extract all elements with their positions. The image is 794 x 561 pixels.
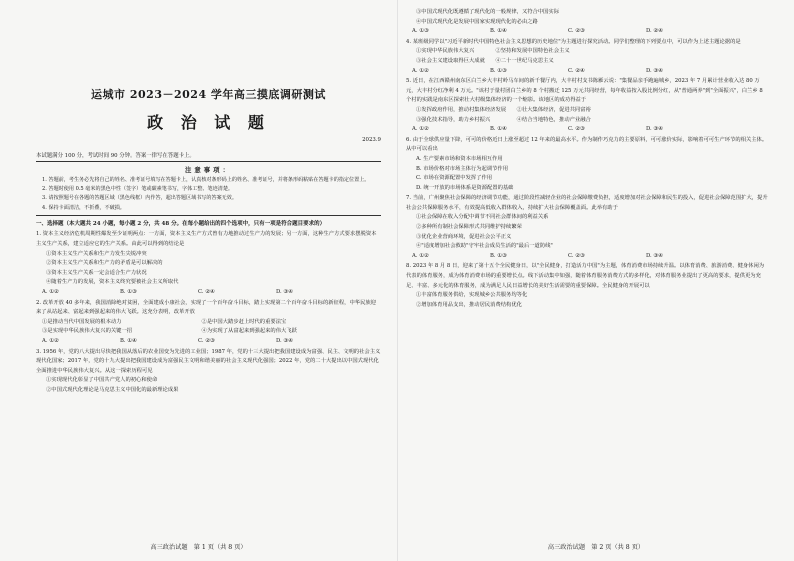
exam-info: 本试题满分 100 分，考试时间 90 分钟。答案一律写在答题卡上。 [36,153,195,159]
question-option: C. 市场在资源配置中发挥了作用 [416,175,493,182]
question-option: ①实现现代化彰显了中国共产党人的初心和使命 [46,377,158,384]
question-option: A. 生产要素市场和资本市场相互作用 [416,155,503,162]
divider [36,215,381,216]
question-option: ①资本主义生产关系和生产力发生尖锐冲突 [46,250,147,257]
question-option: ①实现中华民族伟大复兴 ②坚持和发展中国特色社会主义 [416,48,570,55]
choice-a: A. ①② [412,126,429,133]
page-footer: 高三政治试题 第 1 页（共 8 页） [150,544,247,551]
subject-title: 政 治 试 题 [147,113,270,132]
question-5-stem: 5. 近日，在江西赣州南东区白兰乡大丰村岭马车间的新千餐厅内，大丰村村支书陈雁云说："集餐品亲手跑遍城乡，2023 年 7 月累计营业收入达 80 万元，大丰村分红净利 4 万元。"该村于量村团白兰乡的 8 个村搬迁 125 万元共同经营，每年收益按入股比例分红，从"普通两养"到"全面振兴"，白兰乡 8 个村的实践是南东区探索壮大村级集体经济的一个缩影。该地区的成功得益于 [406,78,763,104]
answer-choices [406,67,768,77]
answer-choices [36,288,381,298]
question-7-stem: 7. 当前，广州聚焦社会保障的经济调节功能，通过阶段性减轻企业的社会保障缴费负担，适度增加对社会保障和民生的投入，促进社会保障范围扩大，提升社会公共保障服务水平，有效提高低收入群体收入，持续扩大社会保障覆盖面。此举有助于 [406,195,768,211]
choice-b: B. ①③ [490,252,507,259]
choice-a: A. ①② [412,252,429,259]
question-option: ③社会主义建设取得巨大成就 ④二十一世纪马克思主义 [416,57,554,64]
choice-d: D. ②④ [646,28,663,35]
answer-choices [406,125,768,135]
question-4-stem: 4. 某班级同学以"习近平新时代中国特色社会主义思想的历史地位"为主题进行探究活动。同学们整理的下列要点中，可以作为上述主题论据的是 [406,38,741,45]
choice-b: B. ①③ [120,288,137,295]
choice-d: D. ③④ [646,67,663,74]
choice-c: C. ②③ [568,28,585,35]
choice-b: B. ①④ [120,337,137,344]
question-option: ④中国式现代化是发展中国家实现现代化的必由之路 [416,18,538,25]
section-heading: 一、选择题（本大题共 24 小题，每小题 2 分，共 48 分。在每小题给出的四个选项中，只有一项是符合题目要求的） [36,220,326,227]
notes-title: 注意事项： [185,166,232,174]
question-option: ②多种所有制社会保障形式共同维护持续繁荣 [416,224,522,231]
question-option: ③优化企业营商环境，促进社会公平正义 [416,233,512,240]
question-option: ②资本主义生产关系和生产力的矛盾是可以解决的 [46,260,163,267]
note-item: 1. 答题前，考生务必先将自己的姓名、准考证号填写在答题卡上，认真核对条形码上的姓名、准考证号，并将条形码粘贴在答题卡的指定位置上。 [42,177,370,183]
choice-d: D. ③④ [646,252,663,259]
page-footer: 高三政治试题 第 2 页（共 8 页） [547,544,645,551]
question-3-stem: 3. 1956 年，党的八大提出尽快把我国从落后的农业国变为先进的工业国；1987 年，党的十三大提出把我国建设成为富强、民主、文明的社会主义现代化国家；2017 年，党的十九大提出把我国建设成为富强民主文明和谐美丽的社会主义现代化强国；2022 年，党的二十大提出以中国式现代化全面推进中华民族伟大复兴。从这一探索历程可见 [36,348,381,374]
question-option: ③中国式现代化既遵循了现代化的一般规律，又符合中国实际 [416,9,560,15]
divider [36,161,381,162]
question-option: ③资本主义生产关系一定会适合生产力状况 [46,269,147,276]
question-option: ①丰富体育服务供给，实现城乡公共服务均等化 [416,292,528,299]
exam-title: 运城市 2023－2024 学年高三摸底调研测试 [91,88,326,101]
option-row [36,318,381,328]
choice-b: B. ①③ [490,67,507,74]
note-item: 2. 答题时使用 0.5 毫米的黑色中性（签字）笔或碳素笔书写，字体工整、笔迹清楚。 [42,186,234,193]
choice-c: C. ②④ [198,288,215,295]
choice-b: B. ①④ [490,28,507,35]
choice-c: C. ②③ [568,252,585,259]
choice-d: D. ③④ [276,288,293,295]
choice-b: B. ①④ [490,126,507,133]
choice-c: C. ②③ [568,126,585,133]
question-option: ①是推动当代中国发展的根本动力 [42,318,122,325]
exam-date: 2023.9 [362,137,381,143]
question-1-stem: 1. 资本主义经济危机周期性爆发至少证明两点：一方面，资本主义生产方式曾有力地推动过生产力的发展；另一方面，这种生产方式要求摆脱资本主义生产关系，建立适应它的生产关系。由此可以得到的结论是 [36,231,377,247]
choice-a: A. ①③ [412,28,429,35]
choice-d: D. ③④ [276,337,293,344]
answer-choices [36,337,381,347]
question-option: ①社会保障在收入分配中调节不同社会群体间的利益关系 [416,214,549,221]
note-item: 3. 请按照题号在各题的答题区域（黑色线框）内作答，超出答题区域书写的答案无效。 [42,195,237,202]
question-option: ③是实现中华民族伟大复兴的关键一招 [42,328,133,335]
note-item: 4. 保持卡面清洁，不折叠，不破损。 [42,204,125,211]
question-option: D. 统一开放的市场体系是资源配置的基础 [416,184,514,191]
answer-choices [406,252,768,262]
question-option: ②是中国大踏步赶上时代的重要法宝 [201,318,287,325]
choice-c: C. ②③ [198,337,215,344]
question-option: ③强化技术指导，助力乡村振兴 ④结合当地特色，推动产业融合 [416,116,591,123]
question-6-stem: 6. 由于全球供应量下降，可可的价格近日上涨至超过 12 年来的最高水平。作为制作巧克力的主要原料，可可涨价实际，影响着可可生产环节的相关主体。从中可以看出 [406,136,768,153]
answer-choices [406,27,768,37]
question-option: ④为实现了从富起来到强起来的伟大飞跃 [201,328,297,335]
choice-c: C. ②④ [568,67,585,74]
choice-a: A. ①② [42,288,59,295]
question-8-stem: 8. 2023 年 8 月 8 日，迎来了第十五个全民健身日，以"全民健身，打造活力中国"为主题，体育消费市场持续升温。以体育消费、旅游消费、健身休闲为代表的体育服务，成为体育消费市场的重要增长点。线下活动集中如强，随着体育服务消费方式的多样化，对体育服务业提出了更高的要求，提供更为充足、丰富、多元化的体育服务，成为满足人民日益增长的美好生活需要的重要保障。全民健身的开展可以 [406,263,765,289]
exam-page-2 [397,0,794,561]
choice-d: D. ③④ [646,126,663,133]
question-option: ④"适度增加社会救助"守牢社会成员生活的"最后一道防线" [416,243,553,250]
question-option: B. 市场价格对市场主体行为起调节作用 [416,165,509,172]
choice-a: A. ①② [412,67,429,74]
question-option: ④随着生产力的发展，资本主义终究要被社会主义所取代 [46,279,179,286]
question-option: ①发挥政府作用，推动村集体经济发展 ②壮大集体经济，促进共同富裕 [416,106,591,113]
choice-a: A. ①② [42,337,59,344]
question-option: ②中国式现代化理论是马克思主义中国化的最新理论成果 [46,386,179,393]
question-2-stem: 2. 改革开放 40 多年来，我国消除绝对贫困，全面建成小康社会，实现了一个百年奋斗目标，踏上实现第二个百年奋斗目标的新征程，中华民族迎来了从站起来、富起来到强起来的伟大飞跃。这充分表明，改革开放 [36,299,376,316]
option-row [36,327,381,337]
question-option: ②增加体育用品支出，推动居民消费结构优化 [416,301,522,308]
